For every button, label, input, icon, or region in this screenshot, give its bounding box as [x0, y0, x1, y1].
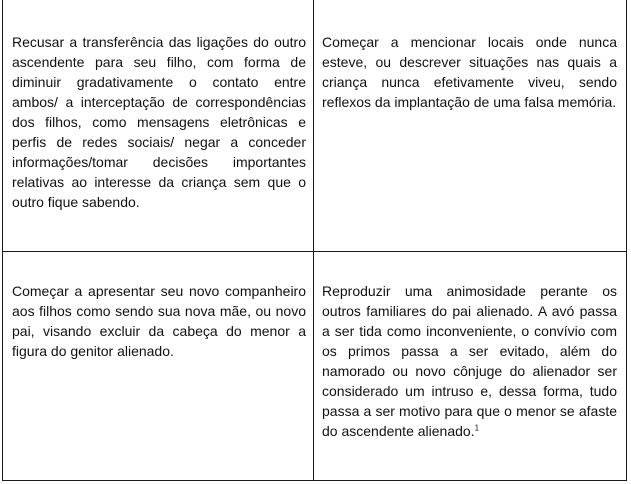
behavior-table: [2, 0, 627, 481]
cell-text: Começar a apresentar seu novo companheiro aos filhos como sendo sua nova mãe, ou novo pai, visando excluir da cabeça do menor a figura do genitor alienado.: [12, 283, 306, 359]
cell-text: Recusar a transferência das ligações do outro ascendente para seu filho, com forma de diminuir gradativamente o contato entre ambos/ a interceptação de correspondências dos filhos, como mensagens eletrônicas e perfis de redes sociais/ negar a conceder informações/tomar decisões importantes relativas ao interesse da criança sem que o outro fique sabendo.: [12, 34, 306, 210]
cell-text: Reproduzir uma animosidade perante os outros familiares do pai alienado. A avó passa a ser tida como inconveniente, o convívio com os primos passa a ser evitado, além do namorado ou novo cônjuge do alienador ser considerado um intruso e, dessa forma, tudo passa a ser motivo para que o menor se afaste do ascendente alienado.: [322, 283, 617, 439]
table-cell-row1-right: [314, 0, 627, 252]
table-cell-row2-right: [314, 252, 627, 481]
footnote-marker[interactable]: 1: [474, 423, 480, 433]
table-cell-row1-left: [3, 0, 314, 252]
table-row: [3, 252, 627, 481]
table-cell-row2-left: [3, 252, 314, 481]
cell-text: Começar a mencionar locais onde nunca esteve, ou descrever situações nas quais a criança nunca efetivamente viveu, sendo reflexos da implantação de uma falsa memória.: [322, 34, 617, 110]
table-row: [3, 0, 627, 252]
cell-text-with-footnote: [314, 252, 626, 441]
